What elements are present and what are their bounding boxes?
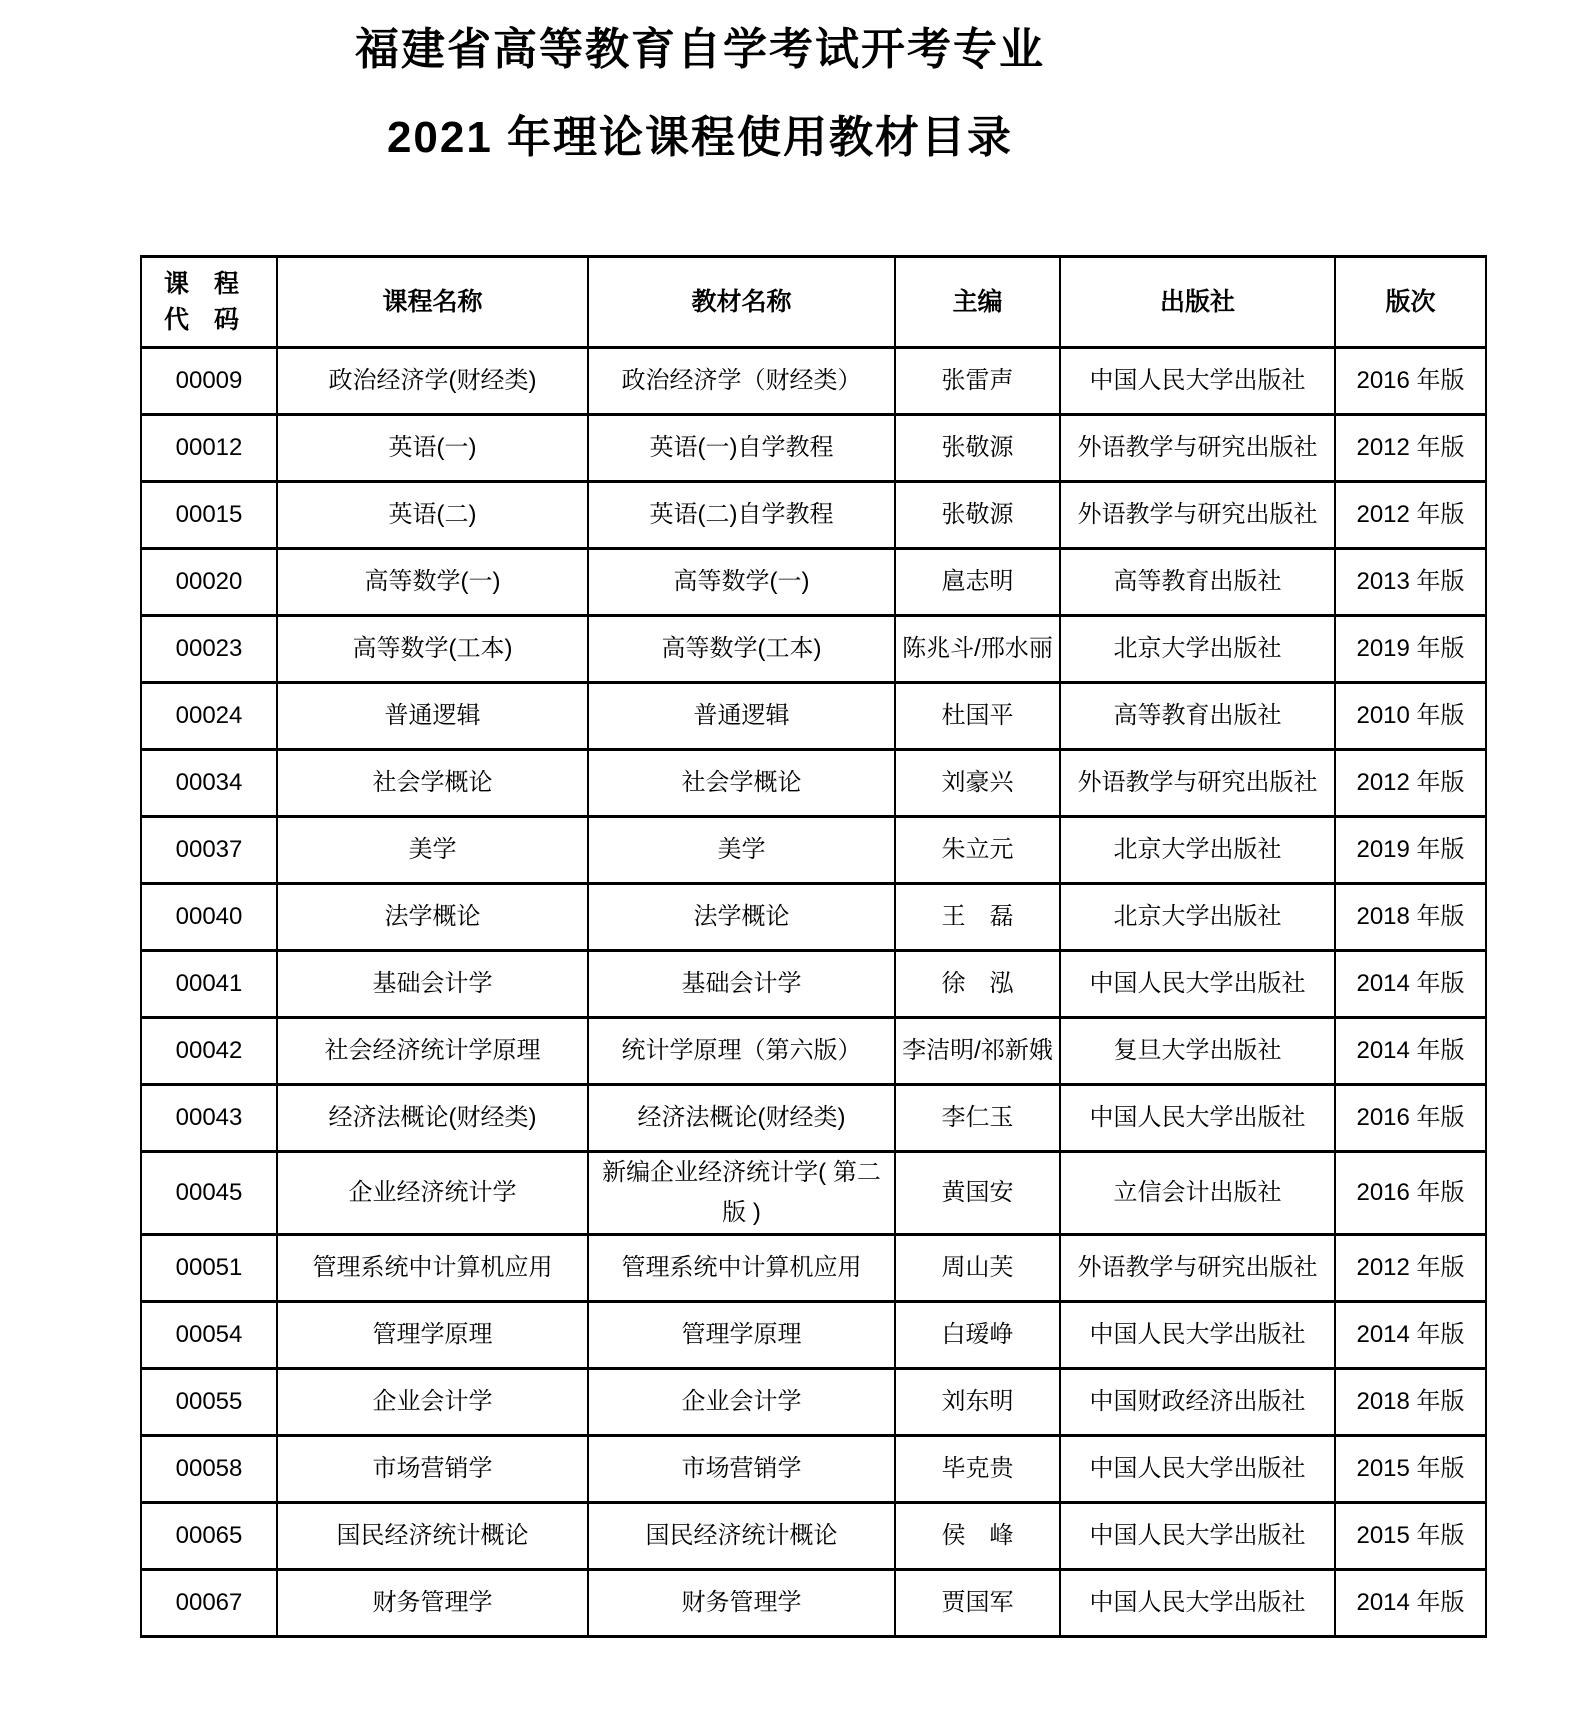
table-row (141, 616, 1486, 683)
cell-textbook: 管理学原理 (588, 1302, 895, 1369)
cell-edition: 2016 年版 (1335, 348, 1486, 415)
cell-edition: 2014 年版 (1335, 1018, 1486, 1085)
cell-edition: 2018 年版 (1335, 1369, 1486, 1436)
cell-course: 经济法概论(财经类) (277, 1085, 588, 1152)
cell-publisher: 中国人民大学出版社 (1060, 1085, 1335, 1152)
cell-course: 英语(二) (277, 482, 588, 549)
cell-textbook: 普通逻辑 (588, 683, 895, 750)
cell-textbook: 基础会计学 (588, 951, 895, 1018)
header-course-code (141, 257, 277, 348)
cell-textbook: 管理系统中计算机应用 (588, 1235, 895, 1302)
cell-editor: 扈志明 (895, 549, 1060, 616)
cell-code: 00023 (141, 616, 277, 683)
table-row (141, 415, 1486, 482)
cell-course: 高等数学(一) (277, 549, 588, 616)
cell-course: 财务管理学 (277, 1570, 588, 1637)
cell-publisher: 外语教学与研究出版社 (1060, 750, 1335, 817)
cell-code: 00024 (141, 683, 277, 750)
table-row (141, 1085, 1486, 1152)
cell-textbook: 新编企业经济统计学( 第二版 ) (588, 1152, 895, 1235)
header-course-code-line2: 代 码 (164, 306, 240, 334)
cell-course: 国民经济统计概论 (277, 1503, 588, 1570)
table-row (141, 1570, 1486, 1637)
cell-publisher: 外语教学与研究出版社 (1060, 415, 1335, 482)
cell-textbook: 高等数学(一) (588, 549, 895, 616)
cell-edition: 2018 年版 (1335, 884, 1486, 951)
cell-edition: 2015 年版 (1335, 1436, 1486, 1503)
cell-textbook: 市场营销学 (588, 1436, 895, 1503)
cell-course: 高等数学(工本) (277, 616, 588, 683)
cell-edition: 2014 年版 (1335, 951, 1486, 1018)
cell-publisher: 外语教学与研究出版社 (1060, 482, 1335, 549)
cell-course: 法学概论 (277, 884, 588, 951)
cell-editor: 贾国军 (895, 1570, 1060, 1637)
cell-code: 00065 (141, 1503, 277, 1570)
cell-code: 00040 (141, 884, 277, 951)
cell-editor: 周山芙 (895, 1235, 1060, 1302)
cell-textbook: 英语(二)自学教程 (588, 482, 895, 549)
cell-course: 社会学概论 (277, 750, 588, 817)
header-textbook-name: 教材名称 (588, 257, 895, 348)
cell-publisher: 北京大学出版社 (1060, 616, 1335, 683)
cell-editor: 黄国安 (895, 1152, 1060, 1235)
cell-course: 管理系统中计算机应用 (277, 1235, 588, 1302)
cell-edition: 2012 年版 (1335, 1235, 1486, 1302)
table-row (141, 884, 1486, 951)
cell-publisher: 高等教育出版社 (1060, 549, 1335, 616)
cell-code: 00041 (141, 951, 277, 1018)
table-row (141, 1503, 1486, 1570)
cell-publisher: 高等教育出版社 (1060, 683, 1335, 750)
cell-editor: 杜国平 (895, 683, 1060, 750)
table-row (141, 1018, 1486, 1085)
cell-publisher: 北京大学出版社 (1060, 817, 1335, 884)
cell-course: 普通逻辑 (277, 683, 588, 750)
cell-editor: 侯 峰 (895, 1503, 1060, 1570)
cell-course: 政治经济学(财经类) (277, 348, 588, 415)
cell-editor: 刘豪兴 (895, 750, 1060, 817)
cell-publisher: 中国人民大学出版社 (1060, 348, 1335, 415)
cell-edition: 2012 年版 (1335, 750, 1486, 817)
cell-code: 00034 (141, 750, 277, 817)
cell-course: 管理学原理 (277, 1302, 588, 1369)
cell-edition: 2010 年版 (1335, 683, 1486, 750)
cell-course: 英语(一) (277, 415, 588, 482)
cell-code: 00043 (141, 1085, 277, 1152)
header-publisher: 出版社 (1060, 257, 1335, 348)
cell-code: 00067 (141, 1570, 277, 1637)
table-row (141, 1436, 1486, 1503)
cell-code: 00058 (141, 1436, 277, 1503)
table-row (141, 1152, 1486, 1235)
cell-publisher: 中国人民大学出版社 (1060, 1302, 1335, 1369)
cell-editor: 李仁玉 (895, 1085, 1060, 1152)
cell-textbook: 国民经济统计概论 (588, 1503, 895, 1570)
cell-edition: 2014 年版 (1335, 1570, 1486, 1637)
cell-code: 00054 (141, 1302, 277, 1369)
cell-code: 00015 (141, 482, 277, 549)
cell-editor: 陈兆斗/邢水丽 (895, 616, 1060, 683)
cell-editor: 张敬源 (895, 482, 1060, 549)
cell-code: 00042 (141, 1018, 277, 1085)
cell-editor: 徐 泓 (895, 951, 1060, 1018)
cell-editor: 朱立元 (895, 817, 1060, 884)
cell-edition: 2016 年版 (1335, 1152, 1486, 1235)
cell-edition: 2019 年版 (1335, 817, 1486, 884)
cell-publisher: 中国人民大学出版社 (1060, 1436, 1335, 1503)
table-row (141, 348, 1486, 415)
header-course-code-line1: 课 程 (164, 270, 240, 298)
cell-publisher: 中国人民大学出版社 (1060, 1503, 1335, 1570)
cell-course: 市场营销学 (277, 1436, 588, 1503)
cell-publisher: 复旦大学出版社 (1060, 1018, 1335, 1085)
cell-course: 基础会计学 (277, 951, 588, 1018)
table-row (141, 1235, 1486, 1302)
table-row (141, 750, 1486, 817)
table-row (141, 817, 1486, 884)
table-body (141, 348, 1486, 1637)
cell-textbook: 英语(一)自学教程 (588, 415, 895, 482)
cell-code: 00020 (141, 549, 277, 616)
cell-textbook: 高等数学(工本) (588, 616, 895, 683)
cell-editor: 李洁明/祁新娥 (895, 1018, 1060, 1085)
cell-publisher: 中国人民大学出版社 (1060, 1570, 1335, 1637)
cell-publisher: 立信会计出版社 (1060, 1152, 1335, 1235)
document-title-line2: 2021 年理论课程使用教材目录 (386, 113, 1014, 162)
cell-textbook: 企业会计学 (588, 1369, 895, 1436)
cell-edition: 2016 年版 (1335, 1085, 1486, 1152)
table-row (141, 951, 1486, 1018)
cell-editor: 白瑷峥 (895, 1302, 1060, 1369)
cell-textbook: 美学 (588, 817, 895, 884)
cell-textbook: 社会学概论 (588, 750, 895, 817)
cell-edition: 2012 年版 (1335, 415, 1486, 482)
cell-textbook: 政治经济学（财经类） (588, 348, 895, 415)
cell-code: 00051 (141, 1235, 277, 1302)
cell-course: 美学 (277, 817, 588, 884)
cell-textbook: 财务管理学 (588, 1570, 895, 1637)
cell-course: 企业会计学 (277, 1369, 588, 1436)
header-editor: 主编 (895, 257, 1060, 348)
cell-textbook: 统计学原理（第六版） (588, 1018, 895, 1085)
header-course-name: 课程名称 (277, 257, 588, 348)
cell-publisher: 中国人民大学出版社 (1060, 951, 1335, 1018)
cell-editor: 张雷声 (895, 348, 1060, 415)
cell-code: 00012 (141, 415, 277, 482)
cell-publisher: 外语教学与研究出版社 (1060, 1235, 1335, 1302)
table-header-row (141, 257, 1486, 348)
cell-code: 00009 (141, 348, 277, 415)
cell-course: 企业经济统计学 (277, 1152, 588, 1235)
table-row (141, 1369, 1486, 1436)
cell-code: 00055 (141, 1369, 277, 1436)
table-row (141, 683, 1486, 750)
table-row (141, 1302, 1486, 1369)
cell-editor: 王 磊 (895, 884, 1060, 951)
cell-edition: 2012 年版 (1335, 482, 1486, 549)
cell-code: 00045 (141, 1152, 277, 1235)
header-edition: 版次 (1335, 257, 1486, 348)
cell-editor: 毕克贵 (895, 1436, 1060, 1503)
cell-edition: 2019 年版 (1335, 616, 1486, 683)
cell-publisher: 北京大学出版社 (1060, 884, 1335, 951)
table-row (141, 549, 1486, 616)
cell-editor: 刘东明 (895, 1369, 1060, 1436)
cell-course: 社会经济统计学原理 (277, 1018, 588, 1085)
cell-code: 00037 (141, 817, 277, 884)
document-title-line1: 福建省高等教育自学考试开考专业 (355, 25, 1045, 74)
table-row (141, 482, 1486, 549)
cell-edition: 2015 年版 (1335, 1503, 1486, 1570)
document-header (0, 0, 1400, 163)
textbook-catalog-table (140, 255, 1487, 1638)
cell-textbook: 法学概论 (588, 884, 895, 951)
cell-edition: 2013 年版 (1335, 549, 1486, 616)
cell-publisher: 中国财政经济出版社 (1060, 1369, 1335, 1436)
cell-editor: 张敬源 (895, 415, 1060, 482)
cell-edition: 2014 年版 (1335, 1302, 1486, 1369)
cell-textbook: 经济法概论(财经类) (588, 1085, 895, 1152)
